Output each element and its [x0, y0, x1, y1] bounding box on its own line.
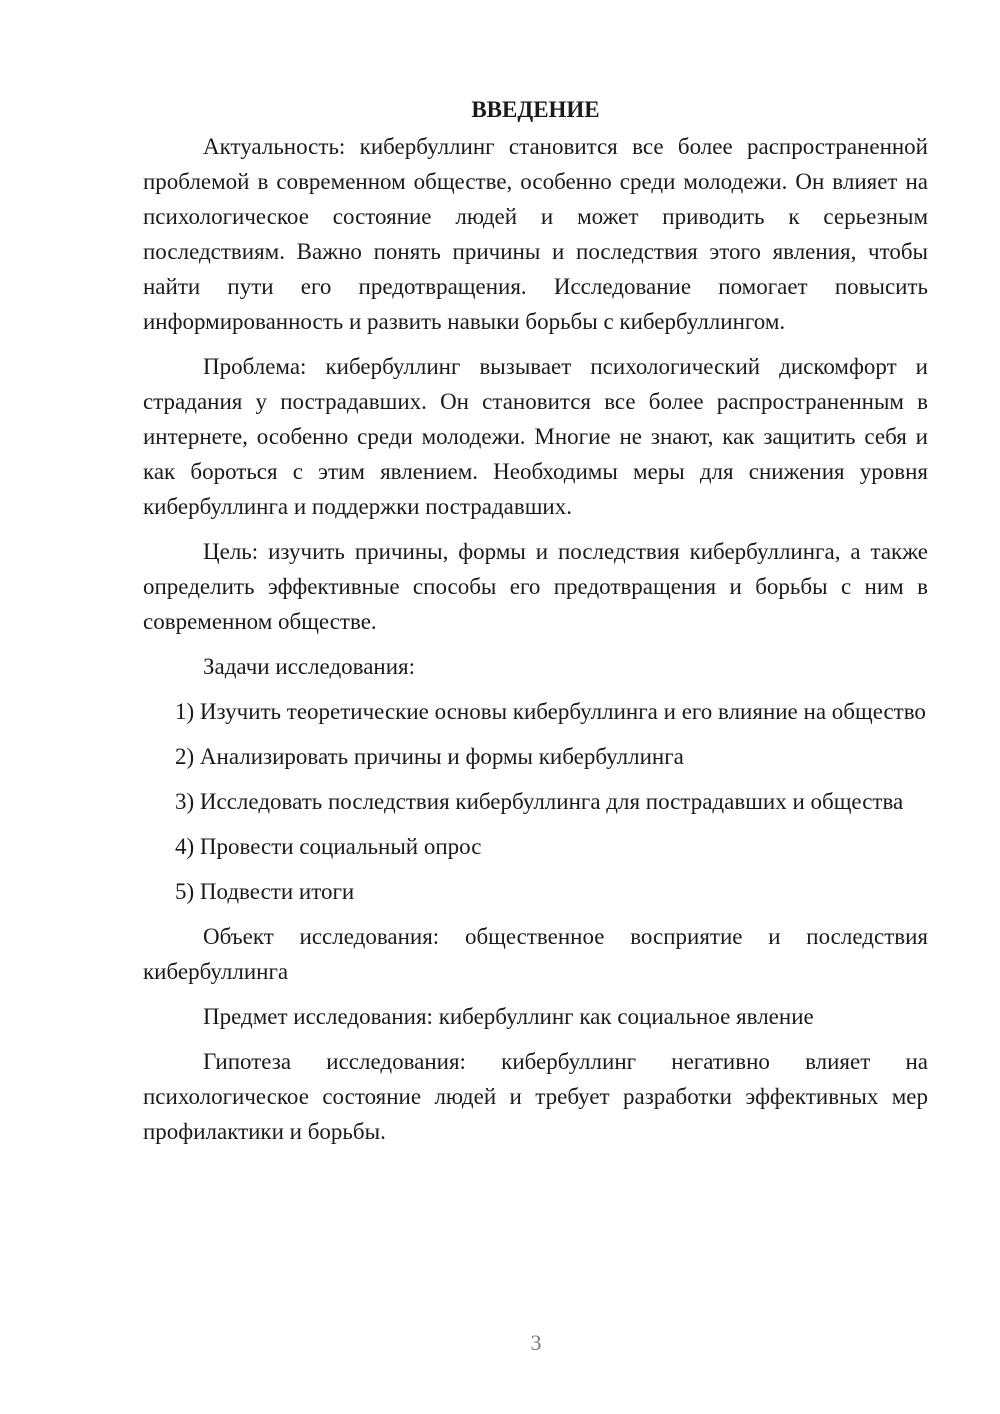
- page-number: 3: [530, 1330, 542, 1355]
- page-title: ВВЕДЕНИЕ: [471, 97, 600, 122]
- hypothesis-paragraph: Гипотеза исследования: кибербуллинг негативно влияет на психологическое состояние людей и требует разработки эффективных мер профилактики и борьбы.: [143, 1049, 928, 1144]
- task-item-4: 4) Провести социальный опрос: [175, 834, 482, 859]
- task-item-1: 1) Изучить теоретические основы кибербуллинга и его влияние на общество: [175, 699, 926, 724]
- task-item-2: 2) Анализировать причины и формы кибербуллинга: [175, 744, 684, 769]
- task-item-5: 5) Подвести итоги: [175, 879, 355, 904]
- tasks-heading: Задачи исследования:: [203, 654, 416, 679]
- task-item-3: 3) Исследовать последствия кибербуллинга для пострадавших и общества: [175, 789, 904, 814]
- document-page: [143, 92, 928, 1159]
- problem-paragraph: Проблема: кибербуллинг вызывает психологический дискомфорт и страдания у пострадавших. Он становится все более распространенным в интернете, особенно среди молодежи. Многие не знают, как защитить себя и как бороться с этим явлением. Необходимы меры для снижения уровня кибербуллинга и поддержки пострадавших.: [143, 354, 928, 519]
- subject-paragraph: Предмет исследования: кибербуллинг как социальное явление: [203, 1004, 814, 1029]
- relevance-paragraph: Актуальность: кибербуллинг становится все более распространенной проблемой в современном обществе, особенно среди молодежи. Он влияет на психологическое состояние людей и может приводить к серьезным последствиям. Важно понять причины и последствия этого явления, чтобы найти пути его предотвращения. Исследование помогает повысить информированность и развить навыки борьбы с кибербуллингом.: [143, 134, 928, 334]
- goal-paragraph: Цель: изучить причины, формы и последствия кибербуллинга, а также определить эффективные способы его предотвращения и борьбы с ним в современном обществе.: [143, 539, 928, 634]
- object-paragraph: Объект исследования: общественное восприятие и последствия кибербуллинга: [143, 924, 928, 984]
